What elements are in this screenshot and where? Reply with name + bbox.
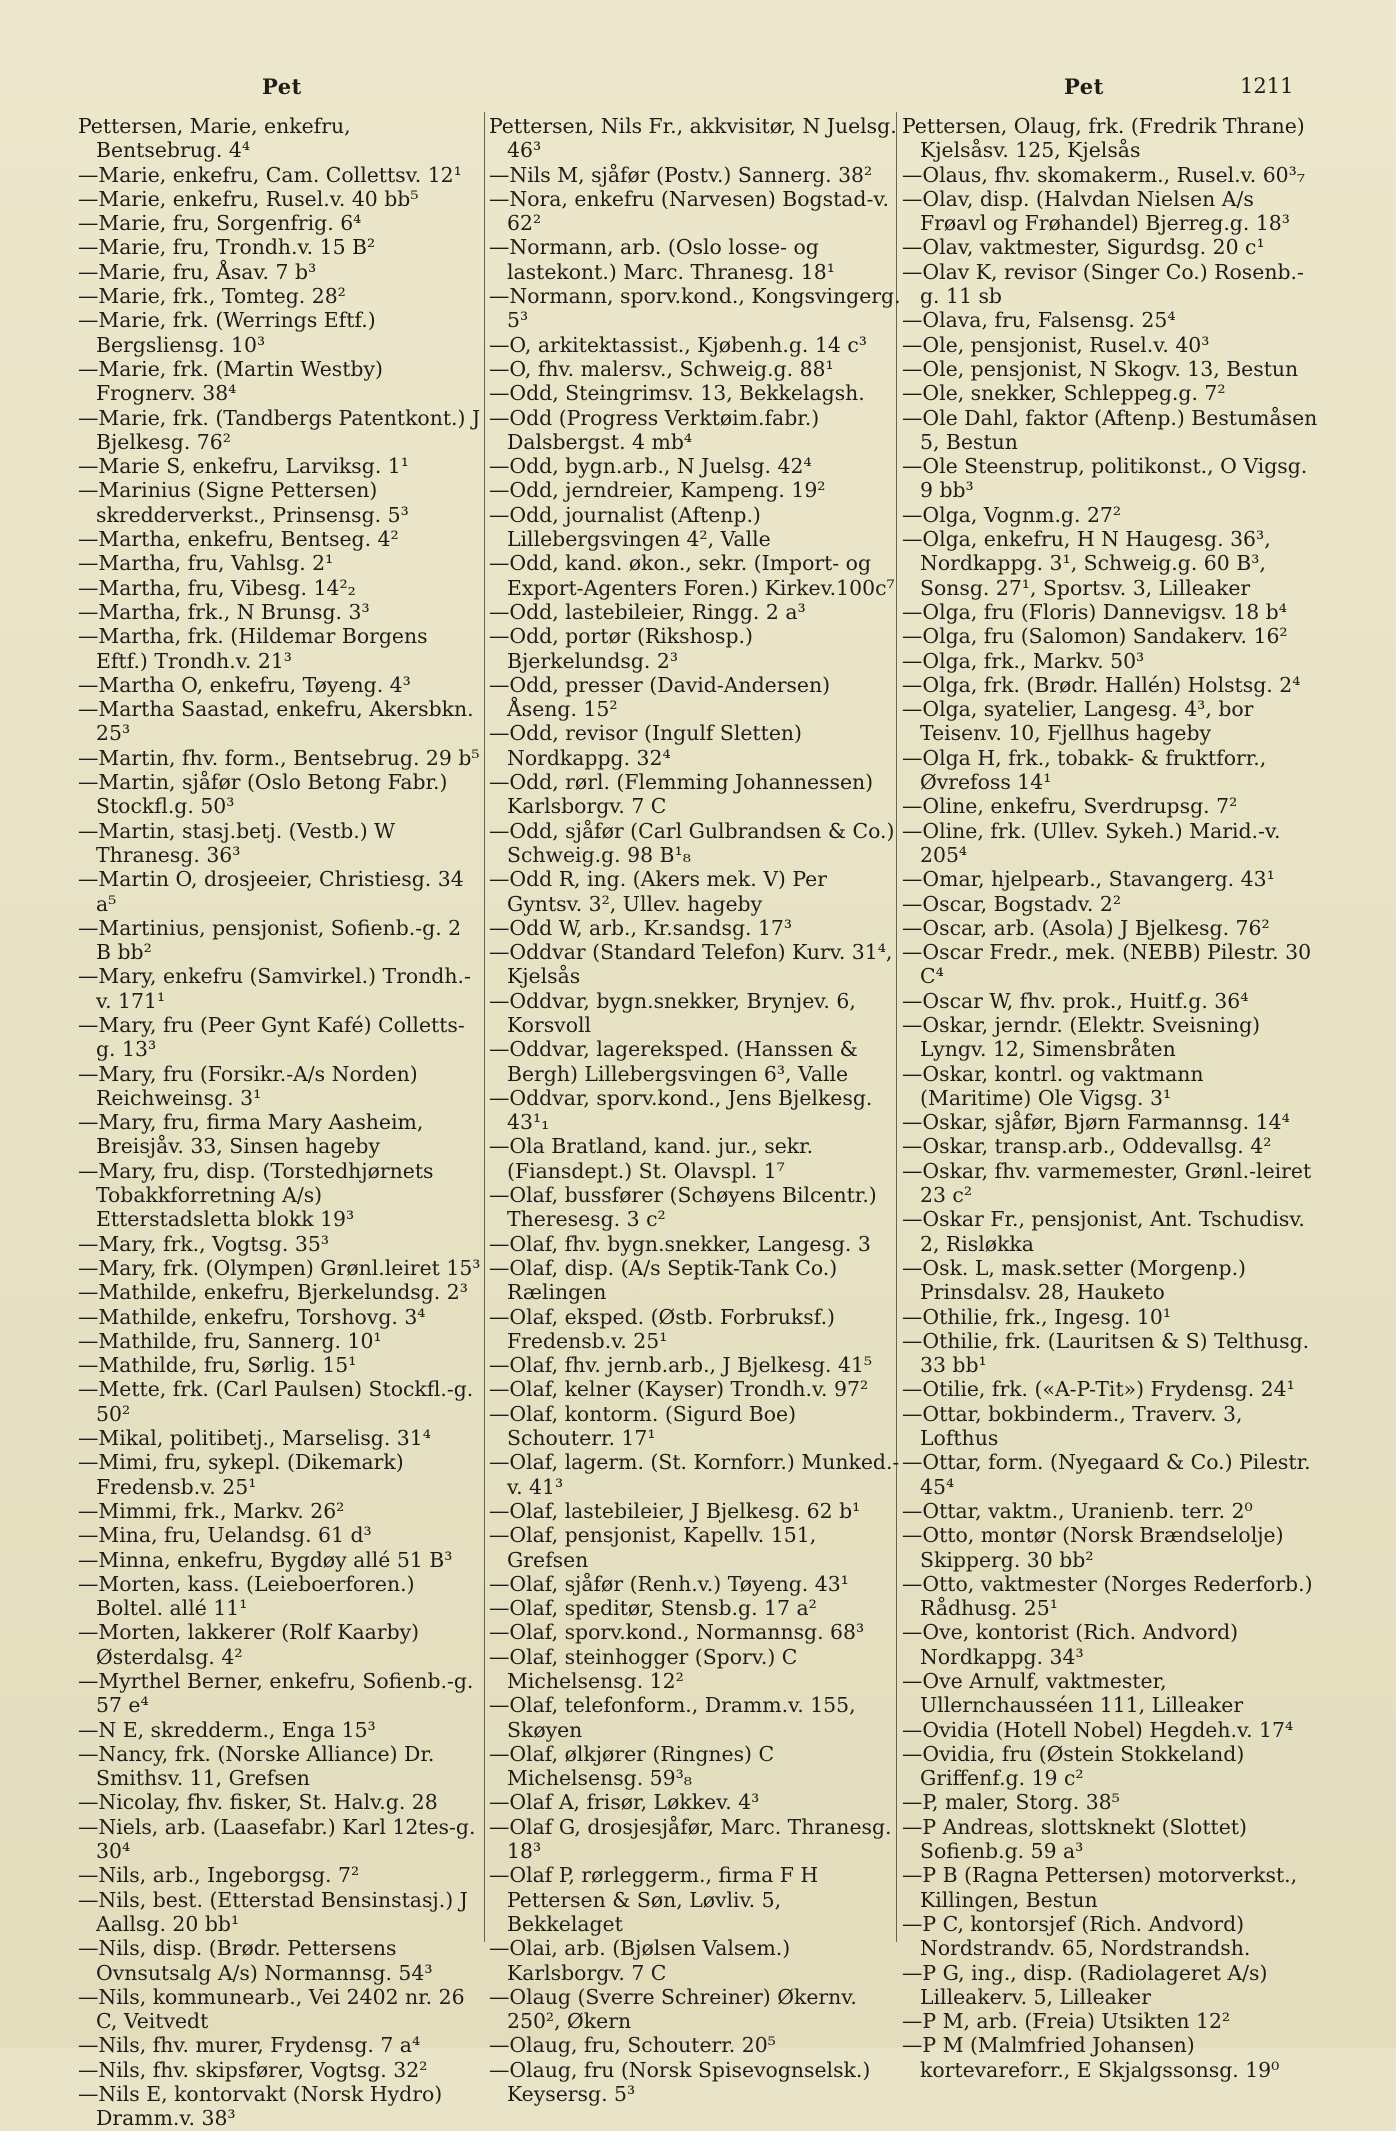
directory-entry: —Odd, portør (Rikshosp.) Bjerkelundsg. 2³	[489, 624, 753, 673]
directory-entry: —Olaf, sjåfør (Renh.v.) Tøyeng. 43¹	[489, 1571, 849, 1596]
directory-entry: —Odd, sjåfør (Carl Gulbrandsen & Co.) Schweig.g. 98 B¹₈	[489, 818, 895, 867]
directory-entry: —P B (Ragna Pettersen) motorverkst., Killingen, Bestun	[902, 1863, 1298, 1912]
directory-entry: —Martha O, enkefru, Tøyeng. 4³	[78, 672, 411, 697]
directory-entry: —Otilie, frk. («A-P-Tit») Frydensg. 24¹	[902, 1377, 1295, 1402]
directory-entry: —Martha Saastad, enkefru, Akersbkn. 25³	[78, 697, 474, 746]
directory-entry: —Ovidia (Hotell Nobel) Hegdeh.v. 17⁴	[902, 1717, 1294, 1742]
directory-entry: —Odd, bygn.arb., N Juelsg. 42⁴	[489, 454, 812, 479]
directory-entry: —Marie, fru, Åsav. 7 b³	[78, 259, 317, 284]
directory-entry: —Otto, montør (Norsk Brændselolje) Skipperg. 30 bb²	[902, 1523, 1284, 1572]
directory-entry: —Otto, vaktmester (Norges Rederforb.) Rådhusg. 25¹	[902, 1571, 1313, 1621]
directory-entry: —Ole Steenstrup, politikonst., O Vigsg. 9 bb³	[902, 454, 1308, 503]
directory-entry: —Mathilde, fru, Sørlig. 15¹	[78, 1353, 357, 1378]
directory-entry: —Oskar, fhv. varmemester, Grønl.-leiret 23 c²	[902, 1158, 1312, 1208]
directory-entry: —Myrthel Berner, enkefru, Sofienb.-g. 57 e⁴	[78, 1669, 474, 1718]
directory-entry: —Mary, fru (Peer Gynt Kafé) Colletts-g. 13³	[78, 1012, 465, 1062]
directory-entry: —Mathilde, enkefru, Bjerkelundsg. 2³	[78, 1280, 468, 1305]
directory-entry: —Nils, kommunearb., Vei 2402 nr. 26 C, Veitvedt	[78, 1984, 465, 2034]
directory-entry: Pettersen, Marie, enkefru, Bentsebrug. 4⁴	[78, 114, 351, 163]
directory-entry: —Martha, fru, Vahlsg. 2¹	[78, 551, 334, 576]
directory-entry: —Oskar Fr., pensjonist, Ant. Tschudisv. 2, Risløkka	[902, 1207, 1305, 1256]
directory-entry: —Mary, fru (Forsikr.-A/s Norden) Reichweinsg. 3¹	[78, 1061, 418, 1110]
directory-entry: —Mary, frk., Vogtsg. 35³	[78, 1231, 330, 1256]
directory-entry: —Marie, fru, Sorgenfrig. 6⁴	[78, 211, 362, 236]
directory-entry: —Othilie, frk., Ingesg. 10¹	[902, 1304, 1172, 1329]
directory-entry: —Oskar, transp.arb., Oddevallsg. 4²	[902, 1134, 1272, 1159]
directory-entry: —Oddvar, sporv.kond., Jens Bjelkesg. 43¹₁	[489, 1085, 873, 1135]
directory-entry: —Morten, kass. (Leieboerforen.) Boltel. allé 11¹	[78, 1571, 415, 1621]
directory-entry: —Nils, arb., Ingeborgsg. 7²	[78, 1863, 360, 1888]
directory-entry: —Oddvar (Standard Telefon) Kurv. 31⁴, Kjelsås	[489, 940, 893, 989]
directory-entry: —Oskar, sjåfør, Bjørn Farmannsg. 14⁴	[902, 1110, 1290, 1135]
directory-entry: —Olga, syatelier, Langesg. 4³, bor Teisenv. 10, Fjellhus hageby	[902, 697, 1254, 746]
directory-entry: —Marie, enkefru, Rusel.v. 40 bb⁵	[78, 186, 419, 211]
directory-entry: —Martin, stasj.betj. (Vestb.) W Thranesg. 36³	[78, 818, 396, 867]
directory-entry: —Oscar Fredr., mek. (NEBB) Pilestr. 30 C⁴	[902, 940, 1312, 989]
directory-entry: —Mimmi, frk., Markv. 26²	[78, 1498, 345, 1523]
directory-entry: —P Andreas, slottsknekt (Slottet) Sofienb.g. 59 a³	[902, 1814, 1247, 1864]
directory-entry: —Nils, best. (Etterstad Bensinstasj.) J Aallsg. 20 bb¹	[78, 1887, 468, 1936]
directory-entry: —Mathilde, fru, Sannerg. 10¹	[78, 1328, 382, 1353]
directory-entry: —Olav, vaktmester, Sigurdsg. 20 c¹	[902, 235, 1265, 260]
directory-entry: —Martin, fhv. form., Bentsebrug. 29 b⁵	[78, 745, 480, 770]
directory-entry: —Martha, fru, Vibesg. 14²₂	[78, 575, 356, 600]
directory-entry: —P, maler, Storg. 38⁵	[902, 1790, 1120, 1815]
directory-entry: —Oskar, jerndr. (Elektr. Sveisning) Lyngv. 12, Simensbråten	[902, 1012, 1261, 1062]
directory-entry: —Mary, fru, firma Mary Aasheim, Breisjåv. 33, Sinsen hageby	[78, 1110, 424, 1159]
directory-entry: —Morten, lakkerer (Rolf Kaarby) Østerdalsg. 4²	[78, 1620, 420, 1669]
directory-entry: —Olaf, eksped. (Østb. Forbruksf.) Fredensb.v. 25¹	[489, 1304, 836, 1353]
directory-entry: —Olav, disp. (Halvdan Nielsen A/s Frøavl og Frøhandel) Bjerreg.g. 18³	[902, 186, 1290, 236]
directory-entry: —Odd, kand. økon., sekr. (Import- og Export-Agenters Foren.) Kirkev.100c⁷	[489, 551, 895, 600]
directory-entry: —Nils, fhv. murer, Frydensg. 7 a⁴	[78, 2033, 421, 2058]
directory-entry: —Martin, sjåfør (Oslo Betong Fabr.) Stockfl.g. 50³	[78, 770, 448, 819]
directory-entry: —Nora, enkefru (Narvesen) Bogstad-v. 62²	[489, 186, 889, 236]
directory-entry: —Ole, pensjonist, N Skogv. 13, Bestun	[902, 356, 1299, 381]
directory-entry: —Martinius, pensjonist, Sofienb.-g. 2 B bb²	[78, 915, 462, 965]
directory-entry: —Othilie, frk. (Lauritsen & S) Telthusg. 33 bb¹	[902, 1328, 1310, 1378]
directory-entry: —Omar, hjelpearb., Stavangerg. 43¹	[902, 867, 1275, 892]
column-divider-1	[484, 112, 485, 1942]
directory-entry: —Nils E, kontorvakt (Norsk Hydro) Dramm.v. 38³	[78, 2082, 443, 2131]
column-1	[78, 114, 482, 2131]
directory-entry: —Olava, fru, Falsensg. 25⁴	[902, 308, 1176, 333]
directory-entry: —Olaf, steinhogger (Sporv.) C Michelsensg. 12²	[489, 1644, 798, 1693]
directory-entry: —P M (Malmfried Johansen) kortevareforr., E Skjalgssonsg. 19⁰	[902, 2033, 1280, 2082]
directory-entry: —Marie, frk., Tomteg. 28²	[78, 284, 346, 309]
directory-entry: —Odd R, ing. (Akers mek. V) Per Gyntsv. 3², Ullev. hageby	[489, 867, 827, 916]
directory-entry: —Olaf, disp. (A/s Septik-Tank Co.) Rælingen	[489, 1255, 838, 1305]
directory-entry: —Martha, enkefru, Bentseg. 4²	[78, 527, 399, 552]
directory-entry: —Ola Bratland, kand. jur., sekr. (Fiansdept.) St. Olavspl. 1⁷	[489, 1134, 814, 1183]
directory-entry: —Odd, jerndreier, Kampeng. 19²	[489, 478, 826, 503]
directory-entry: —Mina, fru, Uelandsg. 61 d³	[78, 1523, 372, 1548]
directory-entry: —Oddvar, lagereksped. (Hanssen & Bergh) Lillebergsvingen 6³, Valle	[489, 1037, 858, 1086]
directory-entry: —Nils, fhv. skipsfører, Vogtsg. 32²	[78, 2057, 428, 2082]
directory-entry: —Normann, arb. (Oslo losse- og lastekont.) Marc. Thranesg. 18¹	[489, 235, 835, 284]
directory-entry: —Odd W, arb., Kr.sandsg. 17³	[489, 915, 793, 940]
directory-entry: —Marinius (Signe Pettersen) skredderverkst., Prinsensg. 5³	[78, 478, 409, 527]
column-2	[489, 114, 902, 2107]
directory-entry: —P G, ing., disp. (Radiolageret A/s) Lilleakerv. 5, Lilleaker	[902, 1960, 1268, 2009]
directory-entry: —Olga, fru (Salomon) Sandakerv. 16²	[902, 624, 1288, 649]
directory-entry: —Odd (Progress Verktøim.fabr.) Dalsbergst. 4 mb⁴	[489, 405, 820, 454]
directory-entry: —Odd, Steingrimsv. 13, Bekkelagsh.	[489, 381, 865, 406]
directory-entry: —Marie, frk. (Martin Westby) Frognerv. 38⁴	[78, 356, 383, 406]
directory-entry: —Ove, kontorist (Rich. Andvord) Nordkappg. 34³	[902, 1620, 1239, 1669]
directory-entry: —Olga H, frk., tobakk- & fruktforr., Øvrefoss 14¹	[902, 745, 1267, 795]
directory-entry: —Ottar, form. (Nyegaard & Co.) Pilestr. 45⁴	[902, 1450, 1311, 1499]
directory-entry: —Olaf, bussfører (Schøyens Bilcentr.) Theresesg. 3 c²	[489, 1183, 877, 1232]
directory-entry: —Niels, arb. (Laasefabr.) Karl 12tes-g. 30⁴	[78, 1814, 476, 1864]
directory-entry: —O, arkitektassist., Kjøbenh.g. 14 c³	[489, 332, 867, 357]
page-number: 1211	[1240, 74, 1294, 98]
directory-entry: —Olav K, revisor (Singer Co.) Rosenb.-g. 11 sb	[902, 259, 1304, 309]
directory-entry: —O, fhv. malersv., Schweig.g. 88¹	[489, 356, 834, 381]
directory-entry: —Marie, frk. (Werrings Eftf.) Bergsliensg. 10³	[78, 308, 376, 357]
directory-entry: —Olaf, kontorm. (Sigurd Boe) Schouterr. 17¹	[489, 1401, 797, 1451]
directory-entry: —Nils, disp. (Brødr. Pettersens Ovnsutsalg A/s) Normannsg. 54³	[78, 1936, 433, 1985]
directory-entry: —Olaf, lastebileier, J Bjelkesg. 62 b¹	[489, 1498, 861, 1523]
directory-entry: —Olaf, sporv.kond., Normannsg. 68³	[489, 1620, 865, 1645]
header-left-guideword: Pet	[262, 74, 302, 99]
directory-entry: —Olaug (Sverre Schreiner) Økernv. 250², Økern	[489, 1984, 857, 2034]
directory-entry: —Mathilde, enkefru, Torshovg. 3⁴	[78, 1304, 426, 1329]
directory-entry: —Olaug, fru (Norsk Spisevognselsk.) Keysersg. 5³	[489, 2057, 871, 2107]
directory-entry: —Olaf A, frisør, Løkkev. 4³	[489, 1790, 760, 1815]
directory-entry: —P M, arb. (Freia) Utsikten 12²	[902, 2009, 1231, 2034]
directory-entry: —Oddvar, bygn.snekker, Brynjev. 6, Korsvoll	[489, 988, 856, 1037]
directory-entry: —Olga, Vognm.g. 27²	[902, 502, 1122, 527]
directory-entry: —Olai, arb. (Bjølsen Valsem.) Karlsborgv. 7 C	[489, 1936, 791, 1985]
directory-entry: —Mikal, politibetj., Marselisg. 31⁴	[78, 1426, 431, 1451]
directory-entry: —Oscar, arb. (Asola) J Bjelkesg. 76²	[902, 915, 1270, 940]
directory-entry: —Mary, enkefru (Samvirkel.) Trondh.-v. 171¹	[78, 964, 471, 1013]
directory-entry: —Marie, frk. (Tandbergs Patentkont.) J Bjelkesg. 76²	[78, 405, 481, 454]
directory-entry: —Oskar, kontrl. og vaktmann (Maritime) Ole Vigsg. 3¹	[902, 1061, 1204, 1110]
directory-entry: —Oscar W, fhv. prok., Huitf.g. 36⁴	[902, 988, 1249, 1013]
directory-entry: —Olaug, fru, Schouterr. 20⁵	[489, 2033, 776, 2058]
directory-entry: —Mimi, fru, sykepl. (Dikemark) Fredensb.v. 25¹	[78, 1450, 404, 1499]
directory-entry: —Marie, enkefru, Cam. Collettsv. 12¹	[78, 162, 462, 187]
directory-entry: —Mary, fru, disp. (Torstedhjørnets Tobakkforretning A/s) Etterstadsletta blokk 19³	[78, 1158, 434, 1232]
directory-entry: —Odd, journalist (Aftenp.) Lillebergsvingen 4², Valle	[489, 502, 771, 552]
directory-entry: —Oline, enkefru, Sverdrupsg. 7²	[902, 794, 1238, 819]
directory-entry: —P C, kontorsjef (Rich. Andvord) Nordstrandv. 65, Nordstrandsh.	[902, 1911, 1251, 1961]
directory-entry: —Nancy, frk. (Norske Alliance) Dr. Smithsv. 11, Grefsen	[78, 1741, 435, 1791]
directory-entry: Pettersen, Nils Fr., akkvisitør, N Juelsg. 46³	[489, 114, 897, 163]
header-right-guideword: Pet	[1064, 74, 1104, 99]
directory-entry: —Ovidia, fru (Østein Stokkeland) Griffenf.g. 19 c²	[902, 1741, 1245, 1791]
directory-entry: —Olaf, speditør, Stensb.g. 17 a²	[489, 1596, 817, 1621]
directory-entry: —Martha, frk. (Hildemar Borgens Eftf.) Trondh.v. 21³	[78, 624, 428, 673]
directory-entry: —Odd, lastebileier, Ringg. 2 a³	[489, 599, 806, 624]
directory-entry: —Marie, fru, Trondh.v. 15 B²	[78, 235, 376, 260]
directory-entry: —Martha, frk., N Brunsg. 3³	[78, 599, 370, 624]
directory-entry: —Olaus, fhv. skomakerm., Rusel.v. 60³₇	[902, 162, 1306, 187]
directory-entry: —Minna, enkefru, Bygdøy allé 51 B³	[78, 1547, 453, 1572]
directory-entry: —Oscar, Bogstadv. 2²	[902, 891, 1122, 916]
directory-entry: —Olaf, telefonform., Dramm.v. 155, Skøyen	[489, 1693, 856, 1742]
directory-entry: —Ottar, vaktm., Uranienb. terr. 2⁰	[902, 1498, 1253, 1523]
directory-entry: —Ole Dahl, faktor (Aftenp.) Bestumåsen 5, Bestun	[902, 405, 1318, 454]
directory-entry: —Marie S, enkefru, Larviksg. 1¹	[78, 454, 409, 479]
directory-entry: —Ove Arnulf, vaktmester, Ullernchausséen 111, Lilleaker	[902, 1669, 1244, 1718]
directory-entry: —Olga, frk. (Brødr. Hallén) Holstsg. 2⁴	[902, 672, 1301, 697]
directory-entry: —Olaf, kelner (Kayser) Trondh.v. 97²	[489, 1377, 869, 1402]
directory-entry: —Normann, sporv.kond., Kongsvingerg. 5³	[489, 284, 901, 333]
directory-entry: —Martin O, drosjeeier, Christiesg. 34 a⁵	[78, 867, 464, 916]
directory-entry: —Osk. L, mask.setter (Morgenp.) Prinsdalsv. 28, Hauketo	[902, 1255, 1247, 1305]
directory-entry: —Olaf P, rørleggerm., firma F H Pettersen & Søn, Løvliv. 5, Bekkelaget	[489, 1863, 819, 1936]
directory-entry: —Mette, frk. (Carl Paulsen) Stockfl.-g. 50²	[78, 1377, 474, 1426]
directory-entry: —Olaf, fhv. bygn.snekker, Langesg. 3	[489, 1231, 871, 1256]
directory-entry: —Olaf, lagerm. (St. Kornforr.) Munked.-v. 41³	[489, 1450, 900, 1499]
directory-entry: —Nicolay, fhv. fisker, St. Halv.g. 28	[78, 1790, 438, 1815]
directory-entry: —Oline, frk. (Ullev. Sykeh.) Marid.-v. 205⁴	[902, 818, 1281, 867]
directory-entry: —Odd, rørl. (Flemming Johannessen) Karlsborgv. 7 C	[489, 770, 874, 819]
directory-entry: —Ole, snekker, Schleppeg.g. 7²	[902, 381, 1226, 406]
directory-entry: —Nils M, sjåfør (Postv.) Sannerg. 38²	[489, 162, 873, 187]
directory-entry: —Ole, pensjonist, Rusel.v. 40³	[902, 332, 1210, 357]
directory-entry: —Odd, presser (David-Andersen) Åseng. 15²	[489, 672, 831, 722]
directory-entry: —Mary, frk. (Olympen) Grønl.leiret 15³	[78, 1255, 481, 1280]
directory-entry: —Odd, revisor (Ingulf Sletten) Nordkappg. 32⁴	[489, 721, 802, 770]
directory-entry: —Olaf G, drosjesjåfør, Marc. Thranesg. 18³	[489, 1814, 892, 1864]
directory-entry: —Ottar, bokbinderm., Traverv. 3, Lofthus	[902, 1401, 1243, 1451]
directory-entry: —Olga, enkefru, H N Haugesg. 36³, Nordkappg. 3¹, Schweig.g. 60 B³, Sonsg. 27¹, Sportsv. 3, Lilleaker	[902, 527, 1271, 600]
directory-entry: —Olaf, pensjonist, Kapellv. 151, Grefsen	[489, 1523, 817, 1572]
directory-entry: Pettersen, Olaug, frk. (Fredrik Thrane) Kjelsåsv. 125, Kjelsås	[902, 114, 1305, 163]
directory-entry: —Olaf, fhv. jernb.arb., J Bjelkesg. 41⁵	[489, 1353, 873, 1378]
column-3	[902, 114, 1318, 2082]
directory-entry: —Olaf, ølkjører (Ringnes) C Michelsensg. 59³₈	[489, 1741, 775, 1791]
directory-entry: —Olga, fru (Floris) Dannevigsv. 18 b⁴	[902, 599, 1287, 624]
directory-entry: —Olga, frk., Markv. 50³	[902, 648, 1145, 673]
directory-entry: —N E, skredderm., Enga 15³	[78, 1717, 376, 1742]
